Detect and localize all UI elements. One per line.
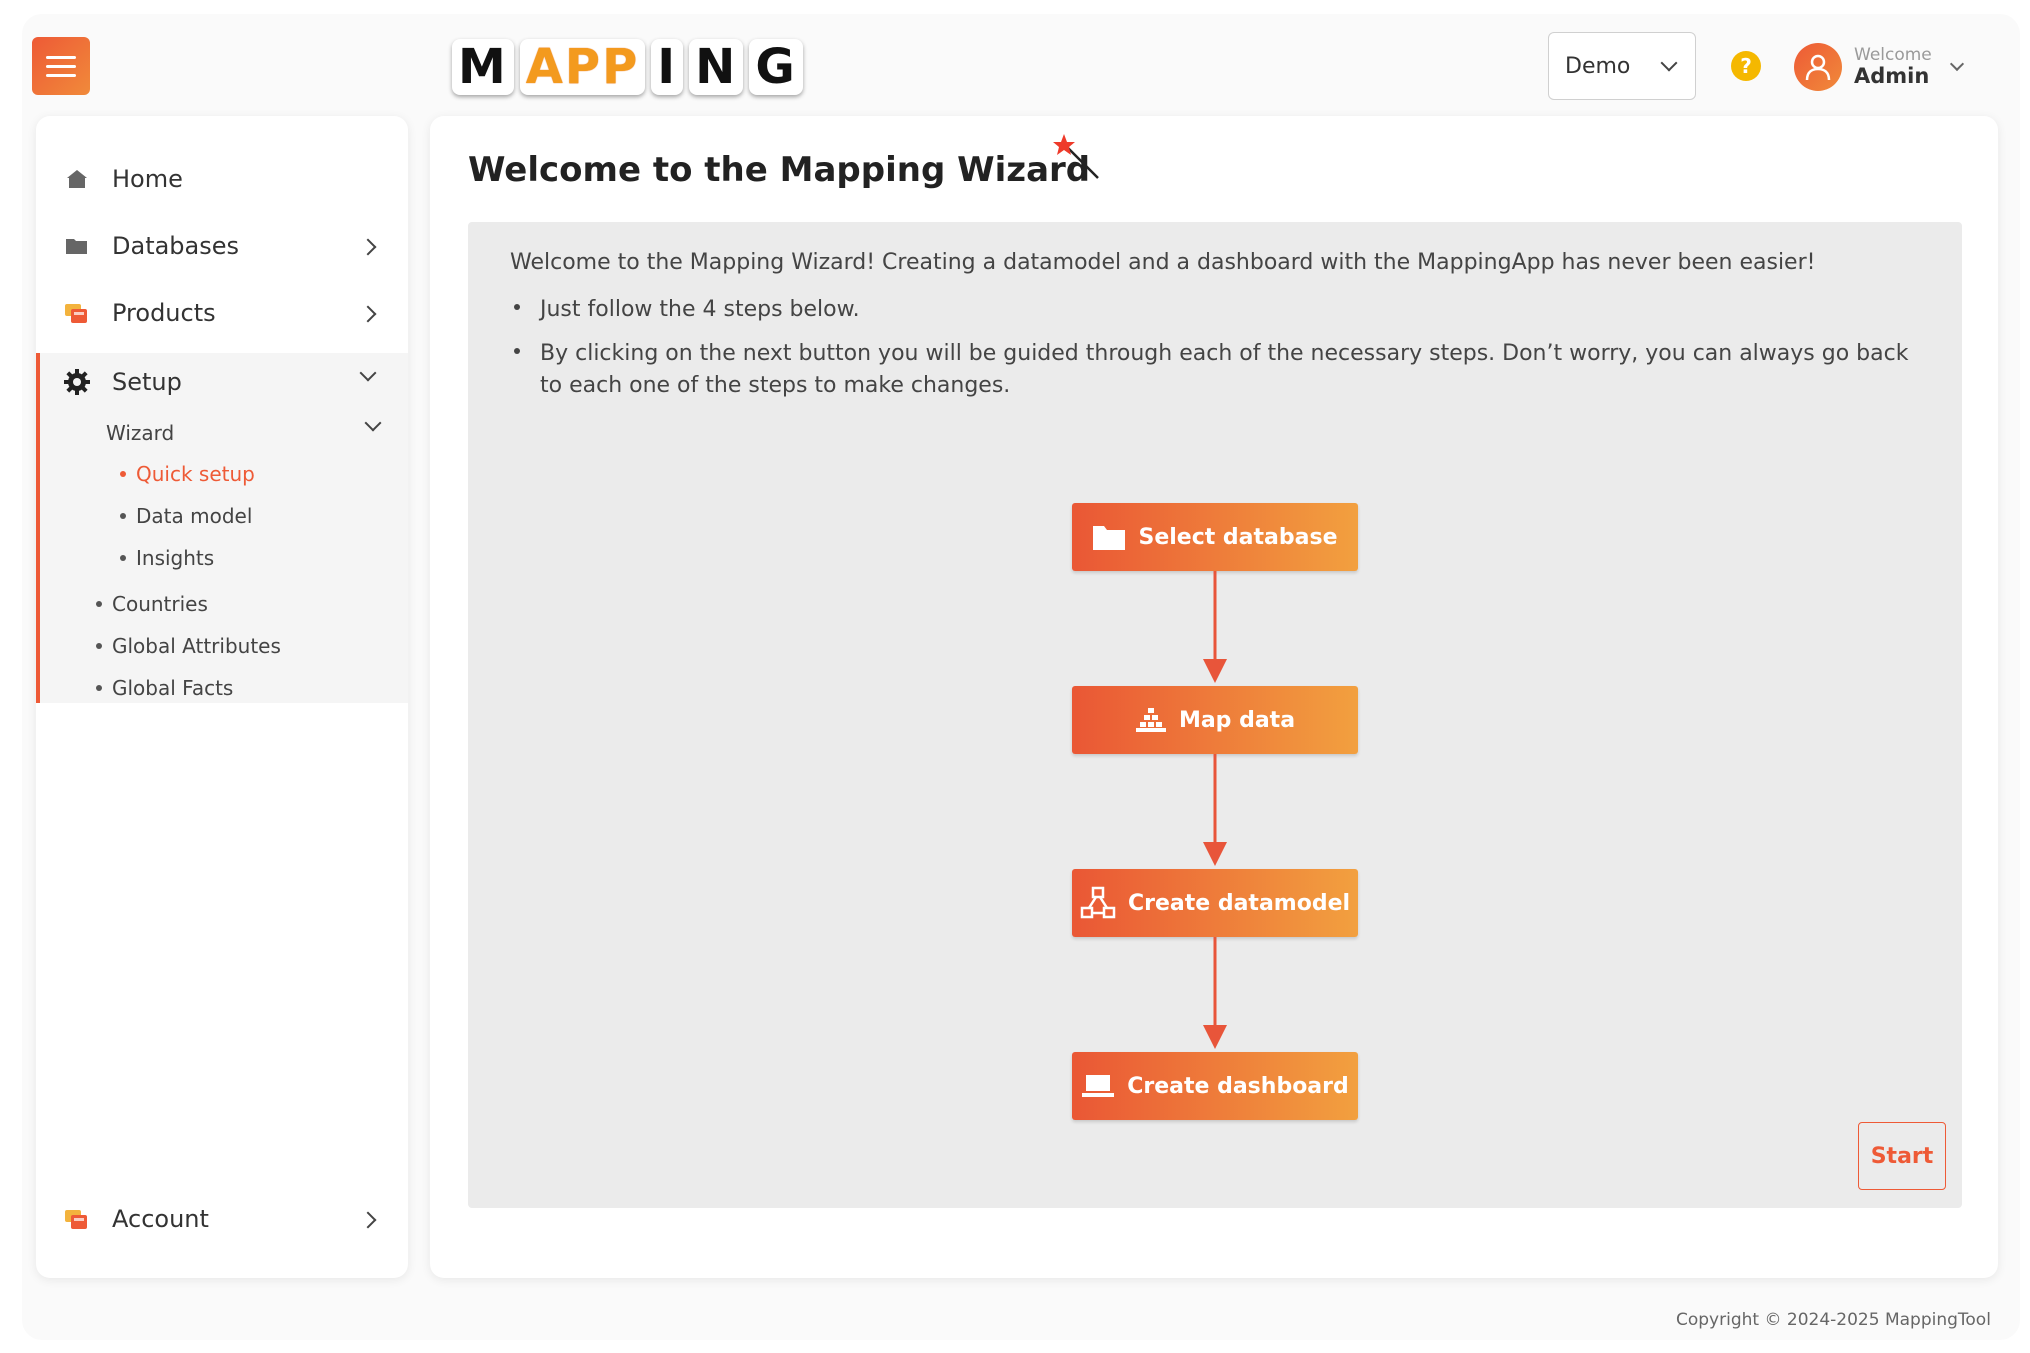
products-icon [62,298,92,328]
help-icon[interactable]: ? [1731,51,1761,81]
sidebar-item-label: Wizard [106,421,175,445]
logo-letter: G [749,39,802,95]
chevron-right-icon [360,306,377,323]
sidebar-item-label: Account [112,1205,209,1233]
gear-icon [62,367,92,397]
sidebar-item-label: Countries [112,592,208,616]
intro-text: Welcome to the Mapping Wizard! Creating a datamodel and a dashboard with the MappingApp has never been easier! [510,250,1816,275]
chevron-down-icon [365,415,382,432]
user-menu[interactable] [1794,42,1962,92]
user-welcome: Welcome [1854,45,1932,66]
step-create-datamodel[interactable] [1072,869,1358,937]
sidebar-item-data-model[interactable] [120,504,252,528]
network-icon [1080,886,1116,920]
account-icon [62,1204,92,1234]
chevron-right-icon [360,1212,377,1229]
menu-toggle-button[interactable] [32,37,90,95]
folder-icon [1092,523,1126,551]
logo-letter: N [689,39,743,95]
logo-letter: APP [520,39,646,95]
folder-icon [62,231,92,261]
sidebar-item-label: Quick setup [136,462,255,486]
bullet-text: By clicking on the next button you will be guided through each of the necessary steps. Don’t worry, you can always go back to each one of the steps to make changes. [540,341,1909,398]
step-label: Create datamodel [1127,890,1351,916]
wizard-panel [468,222,1962,1208]
step-select-database[interactable] [1072,503,1358,571]
sidebar-item-insights[interactable] [120,546,214,570]
step-create-dashboard[interactable] [1072,1052,1358,1120]
sidebar-item-wizard[interactable] [106,421,174,445]
setup-group [36,353,408,703]
sidebar-item-label: Insights [136,546,215,570]
laptop-icon [1081,1073,1115,1099]
sidebar-item-products[interactable] [36,280,408,346]
sidebar-item-label: Global Facts [112,676,234,700]
copyright: Copyright © 2024-2025 MappingTool [1676,1310,1991,1330]
magic-wand-icon [1050,130,1100,180]
step-map-data[interactable] [1072,686,1358,754]
step-label: Create dashboard [1127,1073,1349,1099]
home-icon [62,164,92,194]
sidebar-item-setup[interactable] [36,349,408,415]
sidebar-item-label: Home [112,165,183,193]
step-label: Map data [1178,707,1296,733]
chevron-down-icon [1950,57,1964,71]
step-connector-arrow [1201,937,1229,1051]
sidebar-item-label: Databases [112,232,240,260]
bullet-text: Just follow the 4 steps below. [540,297,860,322]
page-title: Welcome to the Mapping Wizard [468,150,1091,190]
chevron-down-icon [1661,55,1678,72]
logo-letter: M [452,39,514,95]
main-content [430,116,1998,1278]
bullet-item [510,294,1930,326]
start-button[interactable]: Start [1858,1122,1946,1190]
sidebar-item-label: Global Attributes [112,634,281,658]
sidebar-item-label: Setup [112,368,182,396]
app-logo[interactable] [452,38,809,96]
pyramid-icon [1135,707,1167,733]
sidebar-item-home[interactable] [36,146,408,212]
step-connector-arrow [1201,571,1229,685]
sidebar-item-databases[interactable] [36,213,408,279]
environment-select[interactable] [1548,32,1696,100]
sidebar-item-global-attributes[interactable] [96,634,281,658]
chevron-down-icon [360,365,377,382]
user-icon [1805,53,1831,81]
sidebar-item-label: Products [112,299,216,327]
avatar [1794,43,1842,91]
sidebar-item-quick-setup[interactable] [120,462,255,486]
user-name: Admin [1854,63,1930,88]
step-label: Select database [1138,524,1338,550]
sidebar [36,116,408,1278]
sidebar-item-account[interactable] [36,1186,408,1252]
logo-letter: I [651,39,683,95]
sidebar-item-global-facts[interactable] [96,676,233,700]
sidebar-item-label: Data model [136,504,253,528]
sidebar-item-countries[interactable] [96,592,208,616]
chevron-right-icon [360,239,377,256]
bullet-item [510,338,1930,402]
environment-select-value: Demo [1565,53,1631,79]
step-connector-arrow [1201,754,1229,868]
